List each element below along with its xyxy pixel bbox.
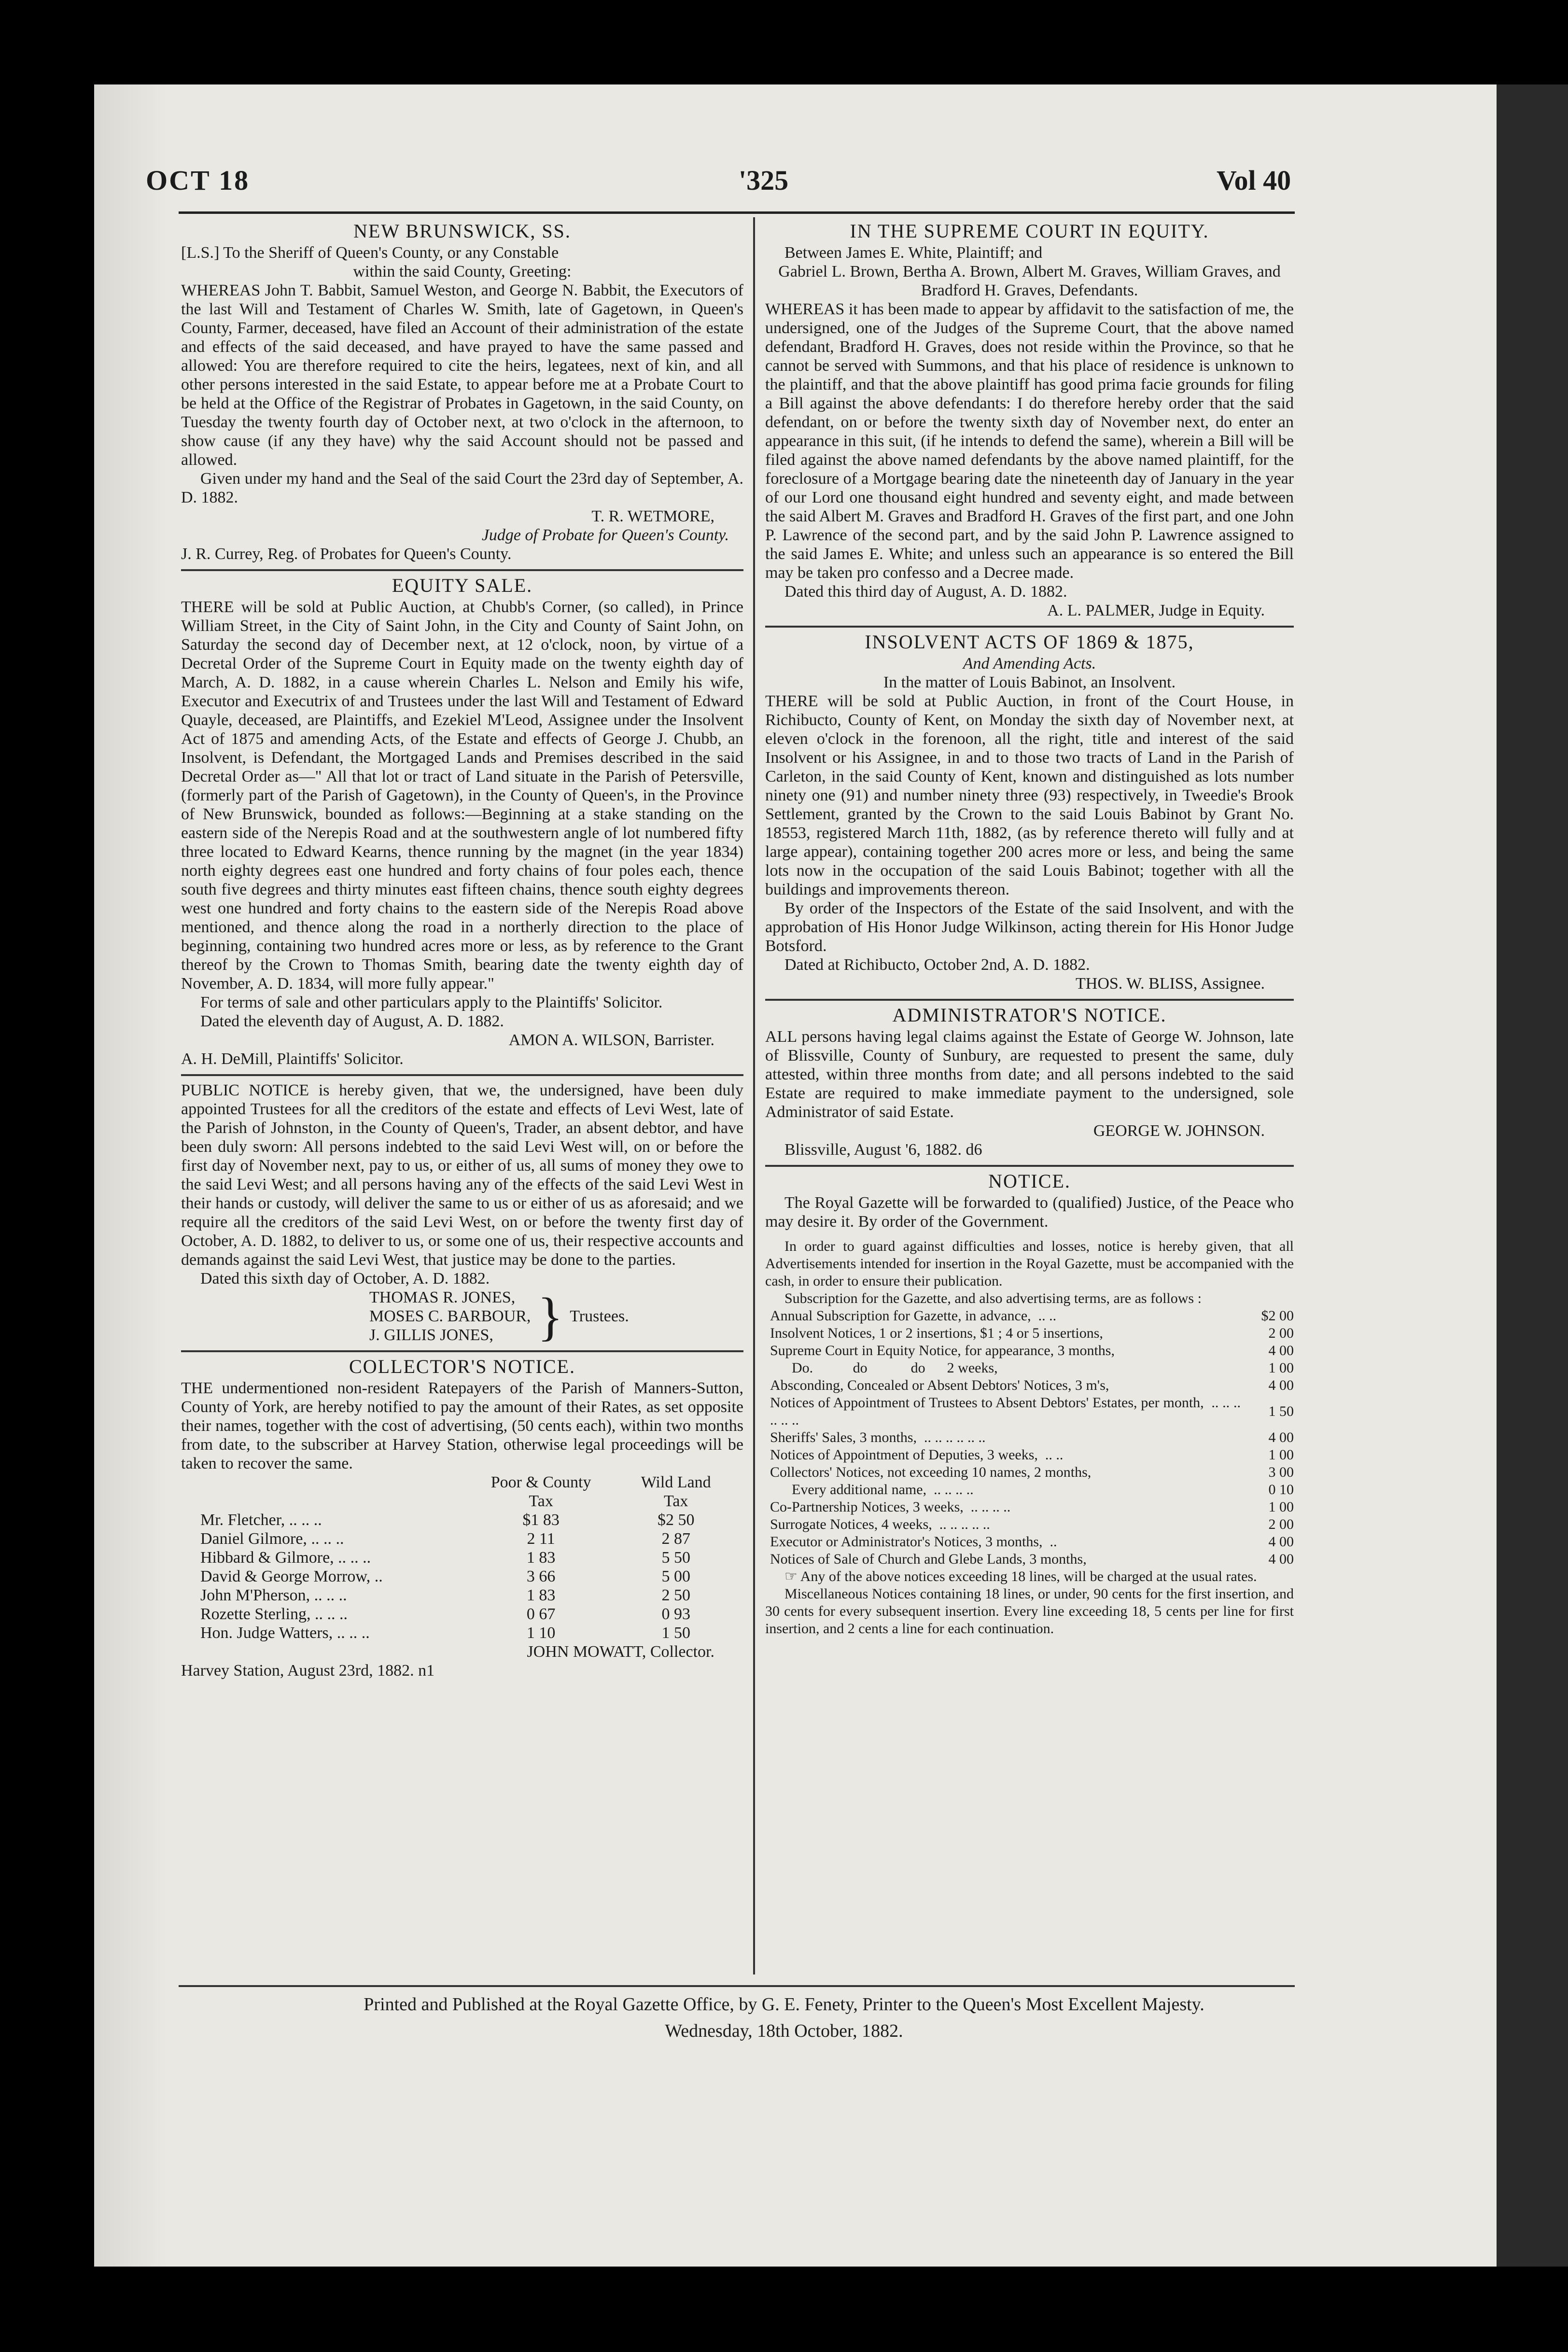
- table-header: [181, 1473, 743, 1511]
- brace-glyph: }: [537, 1287, 563, 1346]
- wild-land-tax: 2 87: [661, 1530, 690, 1548]
- ratepayer-name: John M'Pherson, .. .. ..: [200, 1586, 347, 1604]
- poor-county-tax: 2 11: [527, 1530, 555, 1548]
- table-row: [765, 1551, 1294, 1568]
- rate-label: Sheriffs' Sales, 3 months, .. .. .. .. .. ..: [770, 1429, 986, 1445]
- equity-sale-notice: [181, 576, 743, 1068]
- page-header: [0, 164, 1568, 208]
- probate-address-2: within the said County, Greeting:: [353, 263, 572, 280]
- admin-place: Blissville, August '6, 1882. d6: [784, 1141, 982, 1159]
- trustee-name: MOSES C. BARBOUR,: [369, 1307, 531, 1325]
- equity-terms: For terms of sale and other particulars apply to the Plaintiffs' Solicitor.: [200, 994, 663, 1011]
- equity-signer: AMON A. WILSON, Barrister.: [508, 1031, 714, 1049]
- page-edge: [1497, 84, 1568, 2267]
- admin-body: ALL persons having legal claims against the Estate of George W. Johnson, late of Blissville, County of Sunbury, are requested to present the same, duly attested, within three months from date; and all persons indebted to the said Estate are required to make immediate payment to the undersigned, sole Administrator of said Estate.: [765, 1028, 1294, 1121]
- table-row: [765, 1394, 1294, 1429]
- probate-given: Given under my hand and the Seal of the said Court the 23rd day of September, A. D. 1882.: [181, 470, 743, 506]
- ratepayer-name: Mr. Fletcher, .. .. ..: [200, 1511, 322, 1529]
- footer-date: Wednesday, 18th October, 1882.: [665, 2021, 903, 2041]
- divider: [181, 1074, 743, 1076]
- col-header-wild: Wild Land Tax: [641, 1473, 711, 1510]
- ratepayer-name: David & George Morrow, ..: [200, 1568, 383, 1585]
- insolvent-matter: In the matter of Louis Babinot, an Insolvent.: [883, 673, 1176, 691]
- notice-exceeding: ☞ Any of the above notices exceeding 18 lines, will be charged at the usual rates.: [784, 1568, 1257, 1584]
- poor-county-tax: 3 66: [526, 1568, 556, 1585]
- header-rule: [179, 211, 1295, 214]
- rate-label: Surrogate Notices, 4 weeks, .. .. .. .. ..: [770, 1516, 990, 1532]
- insolvent-title: INSOLVENT ACTS OF 1869 & 1875,: [865, 631, 1194, 653]
- table-row: [765, 1359, 1294, 1377]
- equity-dated: Dated the eleventh day of August, A. D. 1882.: [200, 1012, 504, 1030]
- table-row: [765, 1377, 1294, 1394]
- supreme-defendants: Gabriel L. Brown, Bertha A. Brown, Albert M. Graves, William Graves, and Bradford H. Graves, Defendants.: [778, 263, 1281, 299]
- table-row: [181, 1548, 743, 1567]
- notice-title: NOTICE.: [988, 1170, 1071, 1192]
- collector-signer: JOHN MOWATT, Collector.: [527, 1643, 714, 1661]
- wild-land-tax: 0 93: [661, 1605, 690, 1623]
- divider: [765, 626, 1294, 628]
- wild-land-tax: $2 50: [657, 1511, 695, 1529]
- admin-title: ADMINISTRATOR'S NOTICE.: [892, 1004, 1167, 1026]
- trustees-label: Trustees.: [570, 1307, 629, 1325]
- table-row: [765, 1307, 1294, 1325]
- poor-county-tax: 0 67: [526, 1605, 556, 1623]
- rate-label: Supreme Court in Equity Notice, for appearance, 3 months,: [770, 1343, 1115, 1358]
- insolvent-subtitle: And Amending Acts.: [963, 655, 1096, 672]
- collector-notice: [181, 1357, 743, 1680]
- rate-label: Insolvent Notices, 1 or 2 insertions, $1 ; 4 or 5 insertions,: [770, 1325, 1103, 1341]
- table-row: [765, 1498, 1294, 1516]
- rate-label: Every additional name, .. .. .. ..: [770, 1482, 974, 1498]
- table-row: [181, 1624, 743, 1642]
- divider: [181, 569, 743, 571]
- probate-signer-title: Judge of Probate for Queen's County.: [481, 526, 729, 544]
- equity-title: EQUITY SALE.: [392, 574, 533, 596]
- rate-label: Notices of Sale of Church and Glebe Lands, 3 months,: [770, 1551, 1087, 1567]
- table-row: [181, 1605, 743, 1624]
- rate-price: 1 00: [1268, 1360, 1294, 1376]
- column-rule: [753, 217, 755, 1974]
- table-row: [765, 1533, 1294, 1551]
- probate-address: [L.S.] To the Sheriff of Queen's County, or any Constable: [181, 244, 559, 262]
- rate-price: 4 00: [1268, 1377, 1294, 1393]
- rate-price: $2 00: [1261, 1308, 1294, 1324]
- page-fold-shadow: [94, 84, 167, 2267]
- ratepayer-name: Daniel Gilmore, .. .. ..: [200, 1530, 344, 1548]
- probate-body: WHEREAS John T. Babbit, Samuel Weston, and George N. Babbit, the Executors of the last Will and Testament of Charles W. Smith, late of Gagetown, in Queen's County, Farmer, deceased, have filed an Account of their administration of the estate and effects of the said deceased, and have prayed to have the same passed and allowed: You are therefore required to cite the heirs, legatees, next of kin, and all other persons interested in the said Estate, to appear before me at a Probate Court to be held at the Office of the Registrar of Probates in Gagetown, in the said County, on Tuesday the twenty fourth day of October next, at two o'clock in the afternoon, to show cause (if any they have) why the said Account should not be passed and allowed.: [181, 281, 743, 469]
- table-row: [765, 1481, 1294, 1498]
- ratepayer-name: Rozette Sterling, .. .. ..: [200, 1605, 348, 1623]
- probate-registrar: J. R. Currey, Reg. of Probates for Queen's County.: [181, 545, 512, 563]
- public-body: PUBLIC NOTICE is hereby given, that we, the undersigned, have been duly appointed Trustees for all the creditors of the estate and effects of Levi West, late of the Parish of Johnston, in the County of Queen's, Trader, an absent debtor, and have been duly sworn: All persons indebted to the said Levi West will, on or before the first day of November next, pay to us, or either of us, all sums of money they owe to the said Levi West; and all persons having any of the effects of the said Levi West in their hands or custody, will deliver the same to us or either of us as aforesaid; and we require all the creditors of the said Levi West, on or before the twenty first day of October, A. D. 1882, to deliver to us, or some one of us, their respective accounts and demands against the said Levi West, that justice may be done to the parties.: [181, 1081, 743, 1269]
- administrator-notice: [765, 1006, 1294, 1159]
- table-row: [181, 1567, 743, 1586]
- wild-land-tax: 1 50: [661, 1624, 690, 1642]
- footer-rule: [179, 1985, 1295, 1987]
- probate-signer: T. R. WETMORE,: [591, 507, 714, 525]
- table-row: [765, 1516, 1294, 1533]
- wild-land-tax: 5 50: [661, 1549, 690, 1567]
- divider: [765, 1165, 1294, 1167]
- trustees-block: [369, 1288, 743, 1344]
- col-header-poor: Poor & County Tax: [490, 1473, 591, 1510]
- trustee-name: J. GILLIS JONES,: [369, 1326, 493, 1344]
- table-row: [765, 1325, 1294, 1342]
- rate-label: Notices of Appointment of Deputies, 3 weeks, .. ..: [770, 1447, 1064, 1463]
- supreme-dated: Dated this third day of August, A. D. 1882.: [784, 583, 1067, 601]
- table-row: [181, 1529, 743, 1548]
- table-row: [765, 1446, 1294, 1464]
- rate-price: 2 00: [1268, 1516, 1294, 1532]
- rate-label: Notices of Appointment of Trustees to Absent Debtors' Estates, per month, .. .. .. .. .. ..: [770, 1395, 1245, 1428]
- table-row: [181, 1511, 743, 1529]
- header-page-number: '325: [739, 165, 789, 196]
- rate-label: Executor or Administrator's Notices, 3 months, ..: [770, 1534, 1057, 1550]
- rate-price: 4 00: [1268, 1534, 1294, 1550]
- divider: [765, 999, 1294, 1001]
- rate-price: 2 00: [1268, 1325, 1294, 1341]
- table-row: [181, 1586, 743, 1605]
- poor-county-tax: 1 10: [526, 1624, 556, 1642]
- notice-misc: Miscellaneous Notices containing 18 lines, or under, 90 cents for the first insertion, and 30 cents for every subsequent insertion. Every line exceeding 18, 5 cents per line for first insertion, and 2 cents a line for each continuation.: [765, 1586, 1294, 1637]
- collector-place: Harvey Station, August 23rd, 1882. n1: [181, 1662, 435, 1680]
- header-date: OCT 18: [146, 165, 250, 196]
- equity-solicitor: A. H. DeMill, Plaintiffs' Solicitor.: [181, 1050, 404, 1068]
- collector-title: COLLECTOR'S NOTICE.: [349, 1356, 575, 1377]
- header-volume: Vol 40: [1217, 165, 1291, 196]
- footer-printer: Printed and Published at the Royal Gazette Office, by G. E. Fenety, Printer to the Queen's Most Excellent Majesty.: [364, 1994, 1204, 2015]
- table-row: [765, 1464, 1294, 1481]
- pointing-hand-icon: ☞: [784, 1568, 800, 1584]
- rate-label: Absconding, Concealed or Absent Debtors' Notices, 3 m's,: [770, 1377, 1109, 1393]
- wild-land-tax: 5 00: [661, 1568, 690, 1585]
- supreme-court-notice: [765, 222, 1294, 620]
- admin-signer: GEORGE W. JOHNSON.: [1093, 1122, 1265, 1140]
- wild-land-tax: 2 50: [661, 1586, 690, 1604]
- insolvent-order: By order of the Inspectors of the Estate of the said Insolvent, and with the approbation of His Honor Judge Wilkinson, acting therein for His Honor Judge Botsford.: [765, 899, 1294, 955]
- divider: [181, 1350, 743, 1352]
- rate-price: 4 00: [1268, 1551, 1294, 1567]
- ratepayer-name: Hon. Judge Watters, .. .. ..: [200, 1624, 370, 1642]
- supreme-body: WHEREAS it has been made to appear by affidavit to the satisfaction of me, the undersigned, one of the Judges of the Supreme Court, that the above named defendant, Bradford H. Graves, does not reside within the Province, so that he cannot be served with Summons, and that his place of residence is unknown to the plaintiff, and that the above plaintiff has good prima facie grounds for filing a Bill against the above defendants: I do therefore hereby order that the said defendant, on or before the twenty sixth day of November next, do enter an appearance in this suit, (if he intends to defend the same), wherein a Bill will be filed against the above named defendants by the above named plaintiff, for the foreclosure of a Mortgage bearing date the nineteenth day of January in the year of our Lord one thousand eight hundred and seventy eight, and made between the said Albert M. Graves and Bradford H. Graves of the first part, and one John P. Lawrence of the second part, and by the said John P. Lawrence assigned to the said James E. White; and unless such an appearance is so entered the Bill may be taken pro confesso and a Decree made.: [765, 300, 1294, 582]
- notice-guard: In order to guard against difficulties and losses, notice is hereby given, that all Advertisements intended for insertion in the Royal Gazette, must be accompanied with the cash, in order to ensure their publication.: [765, 1238, 1294, 1289]
- poor-county-tax: 1 83: [526, 1549, 556, 1567]
- insolvent-notice: [765, 632, 1294, 993]
- supreme-title: IN THE SUPREME COURT IN EQUITY.: [850, 220, 1209, 242]
- notice-terms: Subscription for the Gazette, and also advertising terms, are as follows :: [784, 1290, 1202, 1306]
- public-notice: [181, 1081, 743, 1344]
- collector-body: THE undermentioned non-resident Ratepayers of the Parish of Manners-Sutton, County of York, are hereby notified to pay the amount of their Rates, as set opposite their names, together with the cost of advertising, (50 cents each), within two months from date, to the subscriber at Harvey Station, otherwise legal proceedings will be taken to recover the same.: [181, 1379, 743, 1472]
- gazette-notice: [765, 1172, 1294, 1638]
- rate-price: 0 10: [1268, 1482, 1294, 1498]
- rates-table: [765, 1307, 1294, 1568]
- poor-county-tax: 1 83: [526, 1586, 556, 1604]
- rate-price: 1 00: [1268, 1499, 1294, 1515]
- rate-price: 1 00: [1268, 1447, 1294, 1463]
- right-column: [765, 220, 1294, 1643]
- insolvent-signer: THOS. W. BLISS, Assignee.: [1076, 975, 1265, 993]
- rate-label: Do. do do 2 weeks,: [770, 1360, 998, 1376]
- trustee-name: THOMAS R. JONES,: [369, 1288, 516, 1306]
- insolvent-dated: Dated at Richibucto, October 2nd, A. D. 1882.: [784, 956, 1090, 974]
- rate-price: 1 50: [1268, 1403, 1294, 1419]
- supreme-between: Between James E. White, Plaintiff; and: [784, 244, 1043, 262]
- rate-price: 4 00: [1268, 1429, 1294, 1445]
- equity-body: THERE will be sold at Public Auction, at Chubb's Corner, (so called), in Prince William Street, in the City of Saint John, in the City and County of Saint John, on Saturday the second day of December next, at 12 o'clock, noon, by virtue of a Decretal Order of the Supreme Court in Equity made on the twenty eighth day of March, A. D. 1882, in a cause wherein Charles L. Nelson and Emily his wife, Executor and Executrix of and Trustees under the last Will and Testament of Edward Quayle, deceased, are Plaintiffs, and Ezekiel M'Leod, Assignee under the Insolvent Act of 1875 and amending Acts, of the Estate and effects of George J. Chubb, an Insolvent, is Defendant, the Mortgaged Lands and Premises described in the said Decretal Order as—" All that lot or tract of Land situate in the Parish of Petersville, (formerly part of the Parish of Gagetown), in the County of Queen's, in the Province of New Brunswick, bounded as follows:—Beginning at a stake standing on the eastern side of the Nerepis Road and at the southwestern angle of lot numbered fifty three located to Edward Kearns, thence running by the magnet (in the year 1834) north eighty degrees east one hundred and forty chains of four poles each, thence south five degrees and thirty minutes east fifteen chains, thence south eighty degrees west one hundred and forty chains to the eastern side of the Nerepis Road above mentioned, and thence along the road in a northerly direction to the place of beginning, containing two hundred acres more or less, as by reference to the Grant thereof by the Crown to Thomas Smith, bearing date the twenty eighth day of November, A. D. 1834, will more fully appear.": [181, 598, 743, 993]
- rate-label: Annual Subscription for Gazette, in advance, .. ..: [770, 1308, 1057, 1324]
- table-row: [765, 1342, 1294, 1359]
- notice-body: The Royal Gazette will be forwarded to (qualified) Justice, of the Peace who may desire it. By order of the Government.: [765, 1194, 1294, 1231]
- probate-title: NEW BRUNSWICK, SS.: [353, 220, 571, 242]
- ratepayer-name: Hibbard & Gilmore, .. .. ..: [200, 1549, 371, 1567]
- table-row: [765, 1429, 1294, 1446]
- insolvent-body: THERE will be sold at Public Auction, in front of the Court House, in Richibucto, County of Kent, on Monday the sixth day of November next, at eleven o'clock in the forenoon, all the right, title and interest of the said Insolvent or his Assignee, in and to those two tracts of Land in the Parish of Carleton, in the said County of Kent, known and distinguished as lots number ninety one (91) and number ninety three (93) respectively, in Tweedie's Brook Settlement, granted by the Crown to the said Louis Babinot by Grant No. 18553, registered March 11th, 1882, (as by reference thereto will fully and at large appear), containing together 200 acres more or less, and being the same lots now in the occupation of the said Louis Babinot; together with all the buildings and improvements thereon.: [765, 692, 1294, 898]
- rate-price: 3 00: [1268, 1464, 1294, 1480]
- probate-notice: [181, 222, 743, 563]
- supreme-signer: A. L. PALMER, Judge in Equity.: [1047, 602, 1265, 619]
- ratepayer-table: [181, 1473, 743, 1642]
- poor-county-tax: $1 83: [522, 1511, 560, 1529]
- rate-label: Co-Partnership Notices, 3 weeks, .. .. .. ..: [770, 1499, 1011, 1515]
- public-dated: Dated this sixth day of October, A. D. 1882.: [200, 1270, 490, 1288]
- rate-label: Collectors' Notices, not exceeding 10 names, 2 months,: [770, 1464, 1092, 1480]
- left-column: [181, 220, 743, 1686]
- rate-price: 4 00: [1268, 1343, 1294, 1358]
